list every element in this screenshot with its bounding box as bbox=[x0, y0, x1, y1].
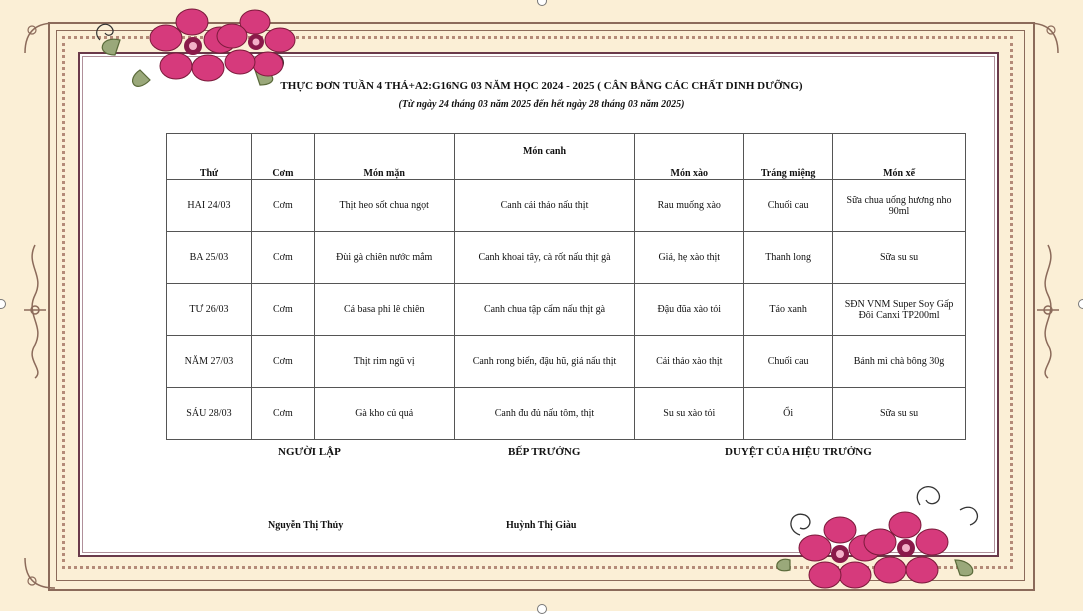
corner-ornament-bottom-left-icon bbox=[20, 553, 60, 593]
signature-name-chef: Huỳnh Thị Giàu bbox=[506, 520, 577, 531]
weekly-menu-table bbox=[166, 133, 966, 440]
table-row bbox=[167, 232, 966, 284]
side-ornament-left-icon bbox=[20, 240, 50, 380]
table-cell: Cơm bbox=[251, 284, 314, 336]
table-cell: Sữa chua uống hương nho 90ml bbox=[833, 180, 966, 232]
table-header-row bbox=[167, 134, 966, 180]
corner-ornament-top-left-icon bbox=[20, 18, 60, 58]
table-cell: Chuối cau bbox=[744, 336, 833, 388]
table-cell: Thịt rim ngũ vị bbox=[314, 336, 454, 388]
side-ornament-right-icon bbox=[1033, 240, 1063, 380]
table-cell: BA 25/03 bbox=[167, 232, 252, 284]
table-cell: Sữa su su bbox=[833, 232, 966, 284]
column-header-rice: Cơm bbox=[251, 134, 314, 180]
column-header-stir-fry: Món xào bbox=[635, 134, 744, 180]
table-cell: SĐN VNM Super Soy Gấp Đôi Canxi TP200ml bbox=[833, 284, 966, 336]
table-cell: SÁU 28/03 bbox=[167, 388, 252, 440]
table-row bbox=[167, 388, 966, 440]
table-cell: Canh rong biển, đậu hũ, giá nấu thịt bbox=[454, 336, 635, 388]
column-header-dessert: Tráng miệng bbox=[744, 134, 833, 180]
table-row bbox=[167, 336, 966, 388]
table-cell: Sữa su su bbox=[833, 388, 966, 440]
table-cell: Gà kho củ quả bbox=[314, 388, 454, 440]
table-cell: Canh đu đủ nấu tôm, thịt bbox=[454, 388, 635, 440]
signature-label-creator: NGƯỜI LẬP bbox=[278, 446, 341, 458]
table-cell: Táo xanh bbox=[744, 284, 833, 336]
table-row bbox=[167, 180, 966, 232]
table-cell: NĂM 27/03 bbox=[167, 336, 252, 388]
flower-decoration-bottom-right-icon bbox=[770, 480, 990, 600]
table-cell: Chuối cau bbox=[744, 180, 833, 232]
column-header-day: Thứ bbox=[167, 134, 252, 180]
table-row bbox=[167, 284, 966, 336]
table-cell: Su su xào tỏi bbox=[635, 388, 744, 440]
table-cell: Cơm bbox=[251, 388, 314, 440]
column-header-snack: Món xế bbox=[833, 134, 966, 180]
signature-label-chef: BẾP TRƯỞNG bbox=[508, 446, 581, 458]
table-cell: Ổi bbox=[744, 388, 833, 440]
column-header-main-dish: Món mặn bbox=[314, 134, 454, 180]
table-cell: Cơm bbox=[251, 336, 314, 388]
table-cell: Giá, hẹ xào thịt bbox=[635, 232, 744, 284]
resize-handle-right[interactable] bbox=[1078, 299, 1083, 309]
table-cell: TƯ 26/03 bbox=[167, 284, 252, 336]
table-cell: Canh cải thảo nấu thịt bbox=[454, 180, 635, 232]
table-cell: Canh chua tập cẩm nấu thịt gà bbox=[454, 284, 635, 336]
table-cell: Canh khoai tây, cà rốt nấu thịt gà bbox=[454, 232, 635, 284]
table-cell: Cơm bbox=[251, 180, 314, 232]
menu-title: THỰC ĐƠN TUẦN 4 THÁ+A2:G16NG 03 NĂM HỌC 2024 - 2025 ( CÂN BẰNG CÁC CHẤT DINH DƯỠNG) bbox=[280, 80, 803, 92]
table-cell: Bánh mì chà bông 30g bbox=[833, 336, 966, 388]
table-cell: HAI 24/03 bbox=[167, 180, 252, 232]
menu-date-range: (Từ ngày 24 tháng 03 năm 2025 đến hết ngày 28 tháng 03 năm 2025) bbox=[398, 99, 685, 110]
signature-label-principal: DUYỆT CỦA HIỆU TRƯỞNG bbox=[725, 446, 872, 458]
corner-ornament-top-right-icon bbox=[1023, 18, 1063, 58]
table-cell: Rau muống xào bbox=[635, 180, 744, 232]
table-cell: Cơm bbox=[251, 232, 314, 284]
table-cell: Cải thảo xào thịt bbox=[635, 336, 744, 388]
table-cell: Thanh long bbox=[744, 232, 833, 284]
table-cell: Thịt heo sốt chua ngọt bbox=[314, 180, 454, 232]
column-header-soup: Món canh bbox=[454, 134, 635, 180]
resize-handle-bottom[interactable] bbox=[537, 604, 547, 614]
table-cell: Cá basa phi lê chiên bbox=[314, 284, 454, 336]
table-cell: Đùi gà chiên nước mắm bbox=[314, 232, 454, 284]
signature-name-creator: Nguyễn Thị Thủy bbox=[268, 520, 344, 531]
table-cell: Đậu đũa xào tỏi bbox=[635, 284, 744, 336]
